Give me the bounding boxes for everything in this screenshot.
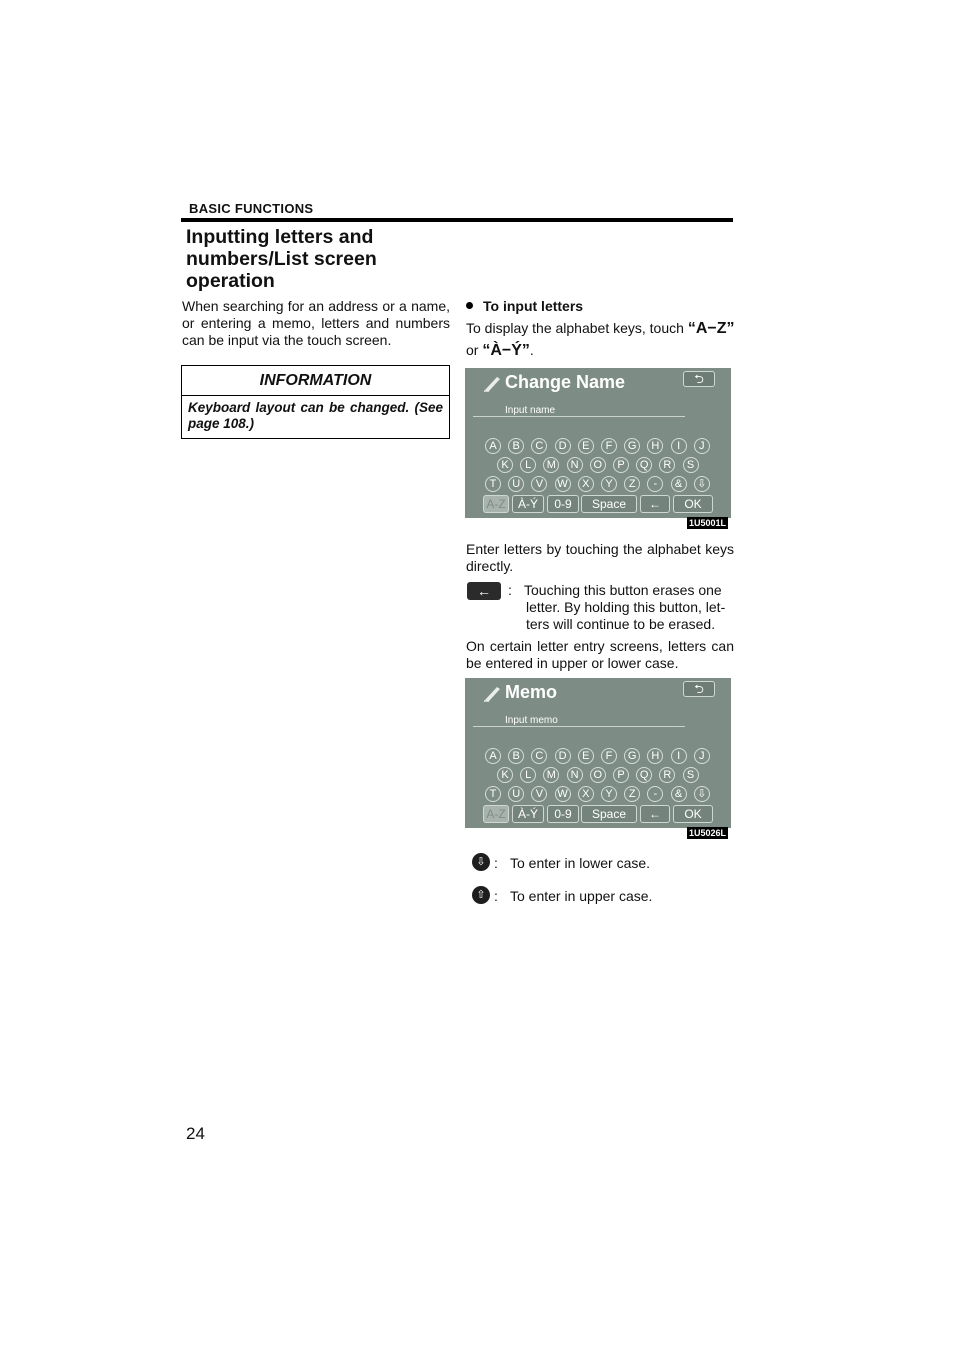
- input-letters-heading-text: To input letters: [483, 298, 584, 314]
- key-row3-7[interactable]: -: [647, 476, 663, 492]
- key-row1-8[interactable]: I: [671, 748, 687, 764]
- input-label: Input name: [505, 405, 556, 416]
- page-number: 24: [186, 1124, 205, 1143]
- keyboard-button-4[interactable]: ←: [640, 805, 670, 823]
- key-row2-7[interactable]: R: [659, 457, 675, 473]
- keyboard-button-2[interactable]: 0-9: [547, 805, 579, 823]
- key-row3-8[interactable]: &: [671, 786, 687, 802]
- input-letters-line2: [466, 342, 534, 360]
- key-row1-0[interactable]: A: [485, 748, 501, 764]
- key-row1-1[interactable]: B: [508, 438, 524, 454]
- lower-case-text: To enter in lower case.: [510, 855, 651, 871]
- key-row1-0[interactable]: A: [485, 438, 501, 454]
- lower-case-arrow-icon: ⇩: [472, 853, 490, 871]
- key-row2-4[interactable]: O: [590, 457, 606, 473]
- or-text: or: [466, 342, 479, 358]
- screen-title-bar: [465, 678, 731, 708]
- keyboard-button-1[interactable]: À-Ý: [512, 805, 544, 823]
- key-row3-6[interactable]: Z: [624, 476, 640, 492]
- input-field[interactable]: [473, 416, 685, 417]
- key-row3-0[interactable]: T: [485, 786, 501, 802]
- change-name-screen: [465, 368, 731, 518]
- key-accent-label: “À−Ý”: [482, 342, 530, 359]
- key-row2-8[interactable]: S: [683, 767, 699, 783]
- page-title: Inputting letters and numbers/List screen operation: [186, 226, 377, 292]
- key-row1-5[interactable]: F: [601, 438, 617, 454]
- erase-colon: :: [508, 582, 512, 598]
- key-row1-9[interactable]: J: [694, 748, 710, 764]
- back-button[interactable]: ⮌: [683, 371, 715, 387]
- intro-paragraph: When searching for an address or a name, or entering a memo, letters and numbers can be input via the touch screen.: [182, 298, 450, 348]
- key-row3-8[interactable]: &: [671, 476, 687, 492]
- key-row3-1[interactable]: U: [508, 786, 524, 802]
- erase-description: [524, 582, 734, 633]
- input-letters-heading: [466, 298, 583, 314]
- key-row2-1[interactable]: L: [520, 767, 536, 783]
- key-row1-9[interactable]: J: [694, 438, 710, 454]
- keyboard-button-1[interactable]: À-Ý: [512, 495, 544, 513]
- key-row2-5[interactable]: P: [613, 457, 629, 473]
- key-row2-2[interactable]: M: [543, 767, 559, 783]
- keyboard-button-2[interactable]: 0-9: [547, 495, 579, 513]
- key-row1-4[interactable]: E: [578, 438, 594, 454]
- key-row1-6[interactable]: G: [624, 438, 640, 454]
- case-text: On certain letter entry screens, letters can be entered in upper or lower case.: [466, 638, 734, 671]
- key-row2-6[interactable]: Q: [636, 767, 652, 783]
- keyboard-button-0[interactable]: A-Z: [483, 805, 509, 823]
- key-row3-9[interactable]: ⇩: [694, 476, 710, 492]
- pen-icon: [483, 684, 503, 702]
- screen-title: Memo: [505, 682, 558, 702]
- key-row3-3[interactable]: W: [555, 476, 571, 492]
- screen-title: Change Name: [505, 372, 626, 392]
- section-header: BASIC FUNCTIONS: [189, 201, 314, 216]
- key-row2-0[interactable]: K: [497, 457, 513, 473]
- key-row2-3[interactable]: N: [567, 457, 583, 473]
- erase-line2: letter. By holding this button, let-: [526, 599, 726, 615]
- key-row1-5[interactable]: F: [601, 748, 617, 764]
- key-row3-7[interactable]: -: [647, 786, 663, 802]
- key-row3-0[interactable]: T: [485, 476, 501, 492]
- back-button[interactable]: ⮌: [683, 681, 715, 697]
- screen-title-bar: [465, 368, 731, 398]
- key-row2-5[interactable]: P: [613, 767, 629, 783]
- lower-case-colon: :: [494, 855, 498, 871]
- key-row1-3[interactable]: D: [555, 748, 571, 764]
- input-label: Input memo: [505, 715, 558, 726]
- key-row1-1[interactable]: B: [508, 748, 524, 764]
- input-field[interactable]: [473, 726, 685, 727]
- erase-line3: ters will continue to be erased.: [526, 616, 716, 632]
- information-box: [181, 365, 450, 439]
- input-letters-line1: [466, 320, 734, 338]
- key-row3-3[interactable]: W: [555, 786, 571, 802]
- key-row1-7[interactable]: H: [647, 748, 663, 764]
- key-row3-9[interactable]: ⇩: [694, 786, 710, 802]
- key-row2-0[interactable]: K: [497, 767, 513, 783]
- key-row2-4[interactable]: O: [590, 767, 606, 783]
- key-row2-8[interactable]: S: [683, 457, 699, 473]
- keyboard-button-0[interactable]: A-Z: [483, 495, 509, 513]
- enter-letters-text: Enter letters by touching the alphabet keys directly.: [466, 541, 734, 574]
- erase-button-icon: ←: [467, 582, 501, 600]
- key-row2-2[interactable]: M: [543, 457, 559, 473]
- keyboard-button-5[interactable]: OK: [673, 495, 713, 513]
- key-row3-2[interactable]: V: [531, 476, 547, 492]
- key-row3-6[interactable]: Z: [624, 786, 640, 802]
- key-row3-5[interactable]: Y: [601, 476, 617, 492]
- upper-case-colon: :: [494, 888, 498, 904]
- keyboard-button-4[interactable]: ←: [640, 495, 670, 513]
- header-rule: [181, 218, 733, 222]
- key-row2-7[interactable]: R: [659, 767, 675, 783]
- upper-case-arrow-icon: ⇧: [472, 886, 490, 904]
- key-row1-2[interactable]: C: [531, 438, 547, 454]
- key-row2-3[interactable]: N: [567, 767, 583, 783]
- bullet-icon: [466, 302, 473, 309]
- key-row1-3[interactable]: D: [555, 438, 571, 454]
- key-row3-1[interactable]: U: [508, 476, 524, 492]
- screen-code: 1U5001L: [689, 518, 727, 528]
- key-row2-6[interactable]: Q: [636, 457, 652, 473]
- upper-case-text: To enter in upper case.: [510, 888, 653, 904]
- information-text: Keyboard layout can be changed. (See page 108.): [188, 400, 443, 431]
- memo-screen: [465, 678, 731, 828]
- key-row3-5[interactable]: Y: [601, 786, 617, 802]
- input-letters-instruction: To display the alphabet keys, touch: [466, 320, 684, 336]
- key-row1-8[interactable]: I: [671, 438, 687, 454]
- key-row3-4[interactable]: X: [578, 786, 594, 802]
- key-row2-1[interactable]: L: [520, 457, 536, 473]
- key-row1-6[interactable]: G: [624, 748, 640, 764]
- key-row1-4[interactable]: E: [578, 748, 594, 764]
- period-text: .: [529, 342, 534, 358]
- key-az-label: “A−Z”: [687, 320, 735, 337]
- keyboard-button-3[interactable]: Space: [581, 495, 637, 513]
- keyboard-button-5[interactable]: OK: [673, 805, 713, 823]
- erase-line1: Touching this button erases one: [524, 582, 722, 598]
- key-row1-2[interactable]: C: [531, 748, 547, 764]
- pen-icon: [483, 374, 503, 392]
- keyboard-button-3[interactable]: Space: [581, 805, 637, 823]
- key-row3-2[interactable]: V: [531, 786, 547, 802]
- key-row1-7[interactable]: H: [647, 438, 663, 454]
- information-title: INFORMATION: [182, 366, 449, 396]
- key-row3-4[interactable]: X: [578, 476, 594, 492]
- screen-code: 1U5026L: [689, 828, 727, 838]
